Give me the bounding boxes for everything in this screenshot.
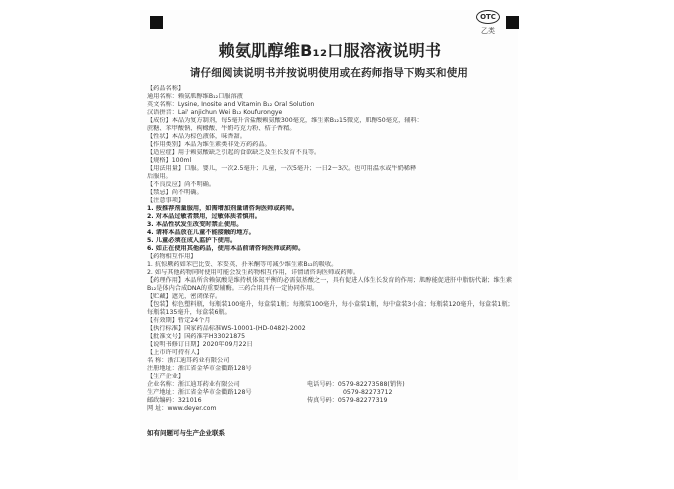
leaflet-body: [147, 85, 518, 413]
packaging: 【包装】棕色塑料瓶，每瓶装100毫升，每盒装1瓶；每瓶装100毫升，每小盒装1瓶，每中盒装3小盒；每瓶装120毫升，每盒装1瓶；每瓶装135毫升，每盒装6瓶。: [147, 301, 514, 316]
holder-name: 名 称：浙江迪耳药业有限公司: [147, 357, 230, 364]
precaution-item: 1. 按推荐剂量服用，如需增加剂量请咨询医师或药师。: [147, 205, 299, 212]
corner-mark-left: [150, 16, 163, 29]
otc-badge: OTC: [476, 10, 500, 24]
manufacturer-left: 邮政编码：321016: [147, 397, 202, 404]
manufacturer-row: [147, 389, 518, 397]
interactions-heading: 【药物相互作用】: [147, 253, 197, 260]
dosage-line-1: 【用法用量】口服。婴儿，一次2.5毫升；儿童，一次5毫升；一日2～3次。也可用温水或牛奶稀释: [147, 165, 417, 172]
manufacturer-row: [147, 397, 518, 405]
precaution-item: 2. 对本品过敏者禁用，过敏体质者慎用。: [147, 213, 261, 220]
precaution-item: 6. 如正在使用其他药品，使用本品前请咨询医师或药师。: [147, 245, 305, 252]
english-name: 英文名称：Lysine, Inosite and Vitamin B₁₂ Oral Solution: [147, 101, 315, 108]
corner-mark-right: [506, 16, 519, 29]
pharmacology: 【药理作用】本品所含赖氨酸是维持机体氮平衡的必需氨基酸之一，具有促进人体生长发育的作用；肌醇能促进肝中脂肪代谢；维生素B₁₂是体内合成DNA的重要辅酶。三药合用具有一定协同作用。: [147, 277, 513, 292]
adverse-reactions: 【不良反应】尚不明确。: [147, 181, 216, 188]
ingredients-line-1: 【成份】本品为复方制剂，每5毫升含盐酸赖氨酸300毫克，维生素B₁₂15微克，肌醇50毫克，辅料：: [147, 117, 423, 124]
specification: 【规格】100ml: [147, 157, 192, 164]
precaution-item: 4. 请将本品放在儿童不能接触的地方。: [147, 229, 255, 236]
precaution-item: 5. 儿童必须在成人监护下使用。: [147, 237, 237, 244]
manufacturer-row: [147, 381, 518, 389]
manufacturer-heading: 【生产企业】: [147, 373, 185, 380]
precaution-item: 3. 本品性状发生改变时禁止使用。: [147, 221, 243, 228]
manufacturer-left: 企业名称：浙江迪耳药业有限公司: [147, 381, 240, 388]
storage: 【贮藏】遮光，密闭保存。: [147, 293, 222, 300]
description: 【性状】本品为棕色液体，味香甜。: [147, 133, 246, 140]
document-title: 赖氨肌醇维B₁₂口服溶液说明书: [218, 41, 442, 60]
standard: 【执行标准】国家药品标准WS-10001-(HD-0482)-2002: [147, 325, 306, 332]
manufacturer-right: 电话号码：0579-82273588(销售): [307, 381, 405, 388]
revision-date: 【说明书修订日期】2020年09月22日: [147, 341, 253, 348]
drug-name-heading: 【药品名称】: [147, 85, 185, 92]
manufacturer-right: 0579-82273712: [343, 389, 393, 396]
generic-name: 通用名称：赖氨肌醇维B₁₂口服溶液: [147, 93, 243, 100]
manufacturer-row: [147, 405, 518, 413]
manufacturer-right: 传真号码：0579-82277319: [307, 397, 388, 404]
otc-class-label: 乙类: [481, 27, 495, 35]
pinyin-name: 汉语拼音：Lai' anjichun Wei B₁₂ Koufurongye: [147, 109, 283, 116]
approval-number: 【批准文号】国药准字H33021875: [147, 333, 246, 340]
holder-address: 注册地址：浙江省金华市金衢路128号: [147, 365, 252, 372]
interaction-item: 1. 抗惊厥药如苯巴比妥、苯妥英、扑米酮等可减少维生素B₁₂的吸收。: [147, 261, 338, 268]
manufacturer-left: 网 址：www.deyer.com: [147, 405, 217, 412]
holder-heading: 【上市许可持有人】: [147, 349, 203, 356]
contact-note: 如有问题可与生产企业联系: [147, 429, 225, 437]
validity: 【有效期】暂定24个月: [147, 317, 211, 324]
contraindications: 【禁忌】尚不明确。: [147, 189, 203, 196]
interaction-item: 2. 如与其他药物同时使用可能会发生药物相互作用，详情请咨询医师或药师。: [147, 269, 360, 276]
ingredients-line-2: 蔗糖、苯甲酸钠、枸橼酸、牛奶巧克力粉、桔子香精。: [147, 125, 296, 132]
document-subtitle: 请仔细阅读说明书并按说明使用或在药师指导下购买和使用: [189, 67, 469, 79]
dosage-line-2: 后服用。: [147, 173, 172, 180]
precautions-heading: 【注意事项】: [147, 197, 185, 204]
manufacturer-left: 生产地址：浙江省金华市金衢路128号: [147, 389, 252, 396]
indications: 【适应症】用于赖氨酸缺乏引起的食欲缺乏及生长发育不良等。: [147, 149, 321, 156]
category: 【作用类别】本品为维生素类非处方药药品。: [147, 141, 271, 148]
